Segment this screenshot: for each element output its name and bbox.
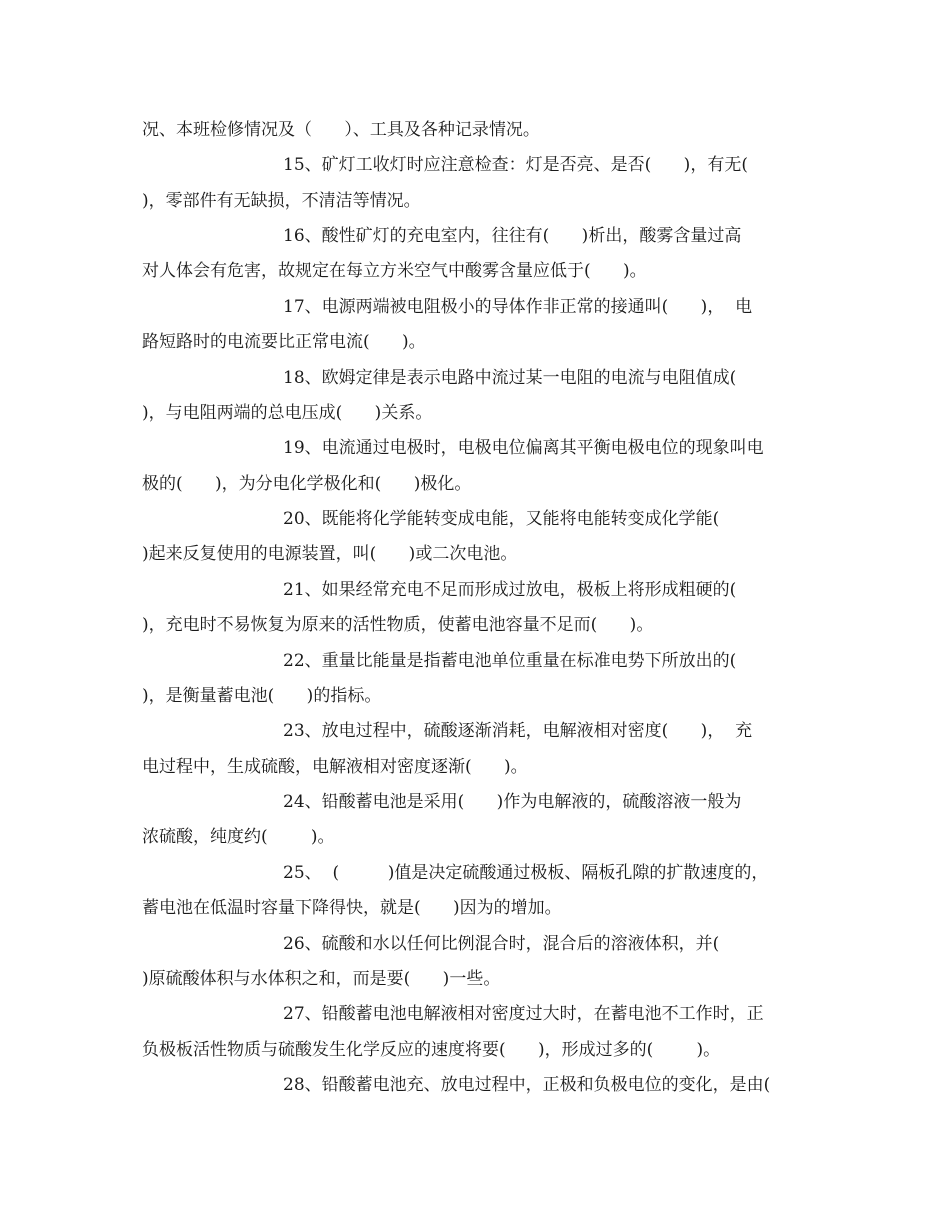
question-18-line-1: 18、欧姆定律是表示电路中流过某一电阻的电流与电阻值成(	[283, 368, 737, 388]
question-16-line-2: 对人体会有危害，故规定在每立方米空气中酸雾含量应低于( )。	[142, 261, 647, 281]
question-24-line-1: 24、铅酸蓄电池是采用( )作为电解液的，硫酸溶液一般为	[283, 792, 742, 812]
question-22-line-1: 22、重量比能量是指蓄电池单位重量在标准电势下所放出的(	[283, 651, 737, 671]
question-15-line-1: 15、矿灯工收灯时应注意检查：灯是否亮、是否( )，有无(	[283, 155, 748, 175]
question-20-line-2: )起来反复使用的电源装置，叫( )或二次电池。	[142, 544, 518, 564]
question-23-line-1: 23、放电过程中，硫酸逐渐消耗，电解液相对密度( )， 充	[283, 721, 753, 741]
question-21-line-2: )，充电时不易恢复为原来的活性物质，使蓄电池容量不足而( )。	[142, 615, 654, 635]
question-24-line-2: 浓硫酸，纯度约( )。	[142, 827, 335, 847]
question-27-line-1: 27、铅酸蓄电池电解液相对密度过大时，在蓄电池不工作时，正	[283, 1004, 764, 1024]
question-26-line-1: 26、硫酸和水以任何比例混合时，混合后的溶液体积，并(	[283, 934, 720, 954]
question-19-line-2: 极的( )，为分电化学极化和( )极化。	[142, 474, 472, 494]
question-25-line-2: 蓄电池在低温时容量下降得快，就是( )因为的增加。	[142, 898, 562, 918]
question-21-line-1: 21、如果经常充电不足而形成过放电，极板上将形成粗硬的(	[283, 580, 737, 600]
question-16-line-1: 16、酸性矿灯的充电室内，往往有( )析出，酸雾含量过高	[283, 226, 742, 246]
question-27-line-2: 负极板活性物质与硫酸发生化学反应的速度将要( )，形成过多的( )。	[142, 1040, 721, 1060]
question-28-line-1: 28、铅酸蓄电池充、放电过程中，正极和负极电位的变化，是由(	[283, 1075, 771, 1095]
question-23-line-2: 电过程中，生成硫酸，电解液相对密度逐渐( )。	[142, 757, 528, 777]
question-25-line-1: 25、 ( )值是决定硫酸通过极板、隔板孔隙的扩散速度的，	[283, 863, 769, 883]
question-17-line-1: 17、电源两端被电阻极小的导体作非正常的接通叫( )， 电	[283, 297, 753, 317]
text-line: 况、本班检修情况及（ ）、工具及各种记录情况。	[142, 120, 540, 140]
question-26-line-2: )原硫酸体积与水体积之和，而是要( )一些。	[142, 969, 501, 989]
question-22-line-2: )，是衡量蓄电池( )的指标。	[142, 686, 382, 706]
question-19-line-1: 19、电流通过电极时，电极电位偏离其平衡电极电位的现象叫电	[283, 438, 764, 458]
question-15-line-2: )，零部件有无缺损，不清洁等情况。	[142, 191, 421, 211]
question-18-line-2: )，与电阻两端的总电压成( )关系。	[142, 403, 433, 423]
question-17-line-2: 路短路时的电流要比正常电流( )。	[142, 332, 426, 352]
question-20-line-1: 20、既能将化学能转变成电能，又能将电能转变成化学能(	[283, 509, 720, 529]
